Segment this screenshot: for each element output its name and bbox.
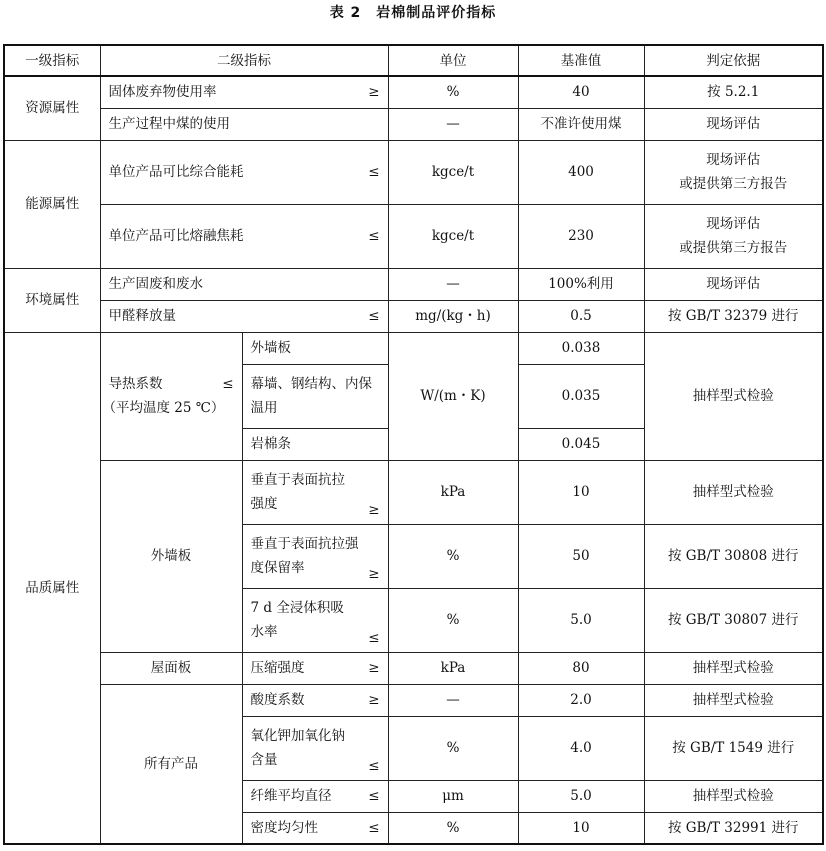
ge-symbol: ≥ [368, 660, 380, 676]
basis-line-1: 现场评估 [706, 152, 761, 168]
sub-indicator [242, 812, 388, 844]
sub-indicator [242, 780, 388, 812]
basis-cell: 抽样型式检验 [644, 780, 823, 812]
basis-cell: 按 5.2.1 [644, 76, 823, 108]
unit-cell: — [388, 268, 518, 300]
basis-cell: 抽样型式检验 [644, 652, 823, 684]
basis-cell: 按 GB/T 1549 进行 [644, 716, 823, 780]
le-symbol: ≤ [368, 629, 380, 646]
basis-cell: 按 GB/T 32991 进行 [644, 812, 823, 844]
le-symbol: ≤ [368, 308, 380, 324]
sub-indicator-name: 密度均匀性 [250, 819, 318, 836]
indicator-cell [100, 76, 388, 108]
table-row [4, 652, 823, 684]
group-energy: 能源属性 [4, 140, 100, 268]
table-row [4, 684, 823, 716]
thermal-note: （平均温度 25 ℃） [102, 400, 225, 416]
indicator-cell [100, 140, 388, 204]
sub-indicator-line-2: 强度 [250, 496, 278, 512]
roof-board-label: 屋面板 [100, 652, 242, 684]
le-symbol: ≤ [368, 788, 380, 804]
basis-cell: 按 GB/T 32379 进行 [644, 300, 823, 332]
le-symbol: ≤ [368, 164, 380, 180]
sub-indicator-name: 压缩强度 [250, 660, 305, 676]
sub-indicator: 幕墙、钢结构、内保温用 [242, 364, 388, 428]
thermal-name: 导热系数 [108, 376, 163, 392]
sub-indicator-line-1: 垂直于表面抗拉强 [250, 536, 359, 552]
wall-board-label: 外墙板 [100, 460, 242, 652]
basis-cell [644, 140, 823, 204]
le-symbol: ≤ [368, 228, 380, 244]
all-products-label: 所有产品 [100, 684, 242, 844]
indicator-name: 生产过程中煤的使用 [100, 108, 388, 140]
value-cell: 10 [518, 460, 644, 524]
value-cell: 5.0 [518, 780, 644, 812]
sub-indicator-name: 酸度系数 [250, 692, 305, 708]
value-cell: 10 [518, 812, 644, 844]
unit-cell: kPa [388, 460, 518, 524]
indicator-name: 生产固废和废水 [100, 268, 388, 300]
indicator-cell [100, 204, 388, 268]
basis-cell: 按 GB/T 30807 进行 [644, 588, 823, 652]
le-symbol: ≤ [368, 819, 380, 836]
group-environment: 环境属性 [4, 268, 100, 332]
value-cell: 2.0 [518, 684, 644, 716]
sub-indicator-line-2: 度保留率 [250, 560, 305, 576]
unit-cell: μm [388, 780, 518, 812]
ge-symbol: ≥ [368, 501, 380, 518]
sub-indicator-line-1: 7 d 全浸体积吸 [250, 600, 344, 616]
table-row [4, 108, 823, 140]
header-basis: 判定依据 [644, 45, 823, 76]
indicator-name: 单位产品可比熔融焦耗 [108, 228, 244, 244]
sub-indicator-line-1: 氧化钾加氧化钠 [250, 728, 345, 744]
sub-indicator-line-2: 水率 [250, 624, 278, 640]
basis-cell: 按 GB/T 30808 进行 [644, 524, 823, 588]
header-level2: 二级指标 [100, 45, 388, 76]
unit-cell: kgce/t [388, 204, 518, 268]
basis-cell: 抽样型式检验 [644, 684, 823, 716]
ge-symbol: ≥ [368, 565, 380, 582]
table-row [4, 76, 823, 108]
unit-cell: W/(m・K) [388, 332, 518, 460]
value-cell: 0.038 [518, 332, 644, 364]
table-row [4, 300, 823, 332]
unit-cell: % [388, 76, 518, 108]
value-cell: 5.0 [518, 588, 644, 652]
sub-indicator: 外墙板 [242, 332, 388, 364]
unit-cell: % [388, 524, 518, 588]
table-title: 表 2 岩棉制品评价指标 [329, 5, 497, 21]
table-row [4, 204, 823, 268]
unit-cell: mg/(kg・h) [388, 300, 518, 332]
group-resource: 资源属性 [4, 76, 100, 140]
basis-line-1: 现场评估 [706, 216, 761, 232]
table-row [4, 268, 823, 300]
header-unit: 单位 [388, 45, 518, 76]
basis-cell: 抽样型式检验 [644, 332, 823, 460]
value-cell: 4.0 [518, 716, 644, 780]
value-cell: 230 [518, 204, 644, 268]
le-symbol: ≤ [222, 376, 234, 392]
basis-cell: 现场评估 [644, 108, 823, 140]
indicator-name: 甲醛释放量 [108, 308, 176, 324]
sub-indicator-line-1: 垂直于表面抗拉 [250, 472, 345, 488]
basis-line-2: 或提供第三方报告 [679, 176, 788, 192]
value-cell: 100%利用 [518, 268, 644, 300]
basis-cell: 现场评估 [644, 268, 823, 300]
basis-cell: 抽样型式检验 [644, 460, 823, 524]
evaluation-table [3, 44, 824, 845]
unit-cell: kgce/t [388, 140, 518, 204]
sub-indicator [242, 524, 388, 588]
header-value: 基准值 [518, 45, 644, 76]
sub-indicator-name: 纤维平均直径 [250, 788, 332, 804]
unit-cell: — [388, 684, 518, 716]
sub-indicator [242, 652, 388, 684]
unit-cell: % [388, 812, 518, 844]
sub-indicator-line-2: 含量 [250, 752, 278, 768]
value-cell: 40 [518, 76, 644, 108]
value-cell: 不准许使用煤 [518, 108, 644, 140]
value-cell: 0.5 [518, 300, 644, 332]
header-row [4, 45, 823, 76]
thermal-name-line [109, 372, 234, 396]
table-row [4, 140, 823, 204]
unit-cell: % [388, 716, 518, 780]
basis-cell [644, 204, 823, 268]
header-level1: 一级指标 [4, 45, 100, 76]
unit-cell: kPa [388, 652, 518, 684]
table-row [4, 332, 823, 364]
indicator-name: 固体废弃物使用率 [108, 84, 217, 101]
sub-indicator [242, 588, 388, 652]
group-quality: 品质属性 [4, 332, 100, 844]
le-symbol: ≤ [368, 757, 380, 774]
ge-symbol: ≥ [368, 692, 380, 708]
value-cell: 50 [518, 524, 644, 588]
sub-indicator: 岩棉条 [242, 428, 388, 460]
value-cell: 0.035 [518, 364, 644, 428]
thermal-label-cell [100, 332, 242, 460]
sub-indicator [242, 716, 388, 780]
indicator-name: 单位产品可比综合能耗 [108, 164, 244, 180]
value-cell: 0.045 [518, 428, 644, 460]
unit-cell: % [388, 588, 518, 652]
value-cell: 80 [518, 652, 644, 684]
sub-indicator [242, 460, 388, 524]
ge-symbol: ≥ [368, 84, 380, 101]
unit-cell: — [388, 108, 518, 140]
basis-line-2: 或提供第三方报告 [679, 240, 788, 256]
table-row [4, 460, 823, 524]
indicator-cell [100, 300, 388, 332]
value-cell: 400 [518, 140, 644, 204]
sub-indicator [242, 684, 388, 716]
